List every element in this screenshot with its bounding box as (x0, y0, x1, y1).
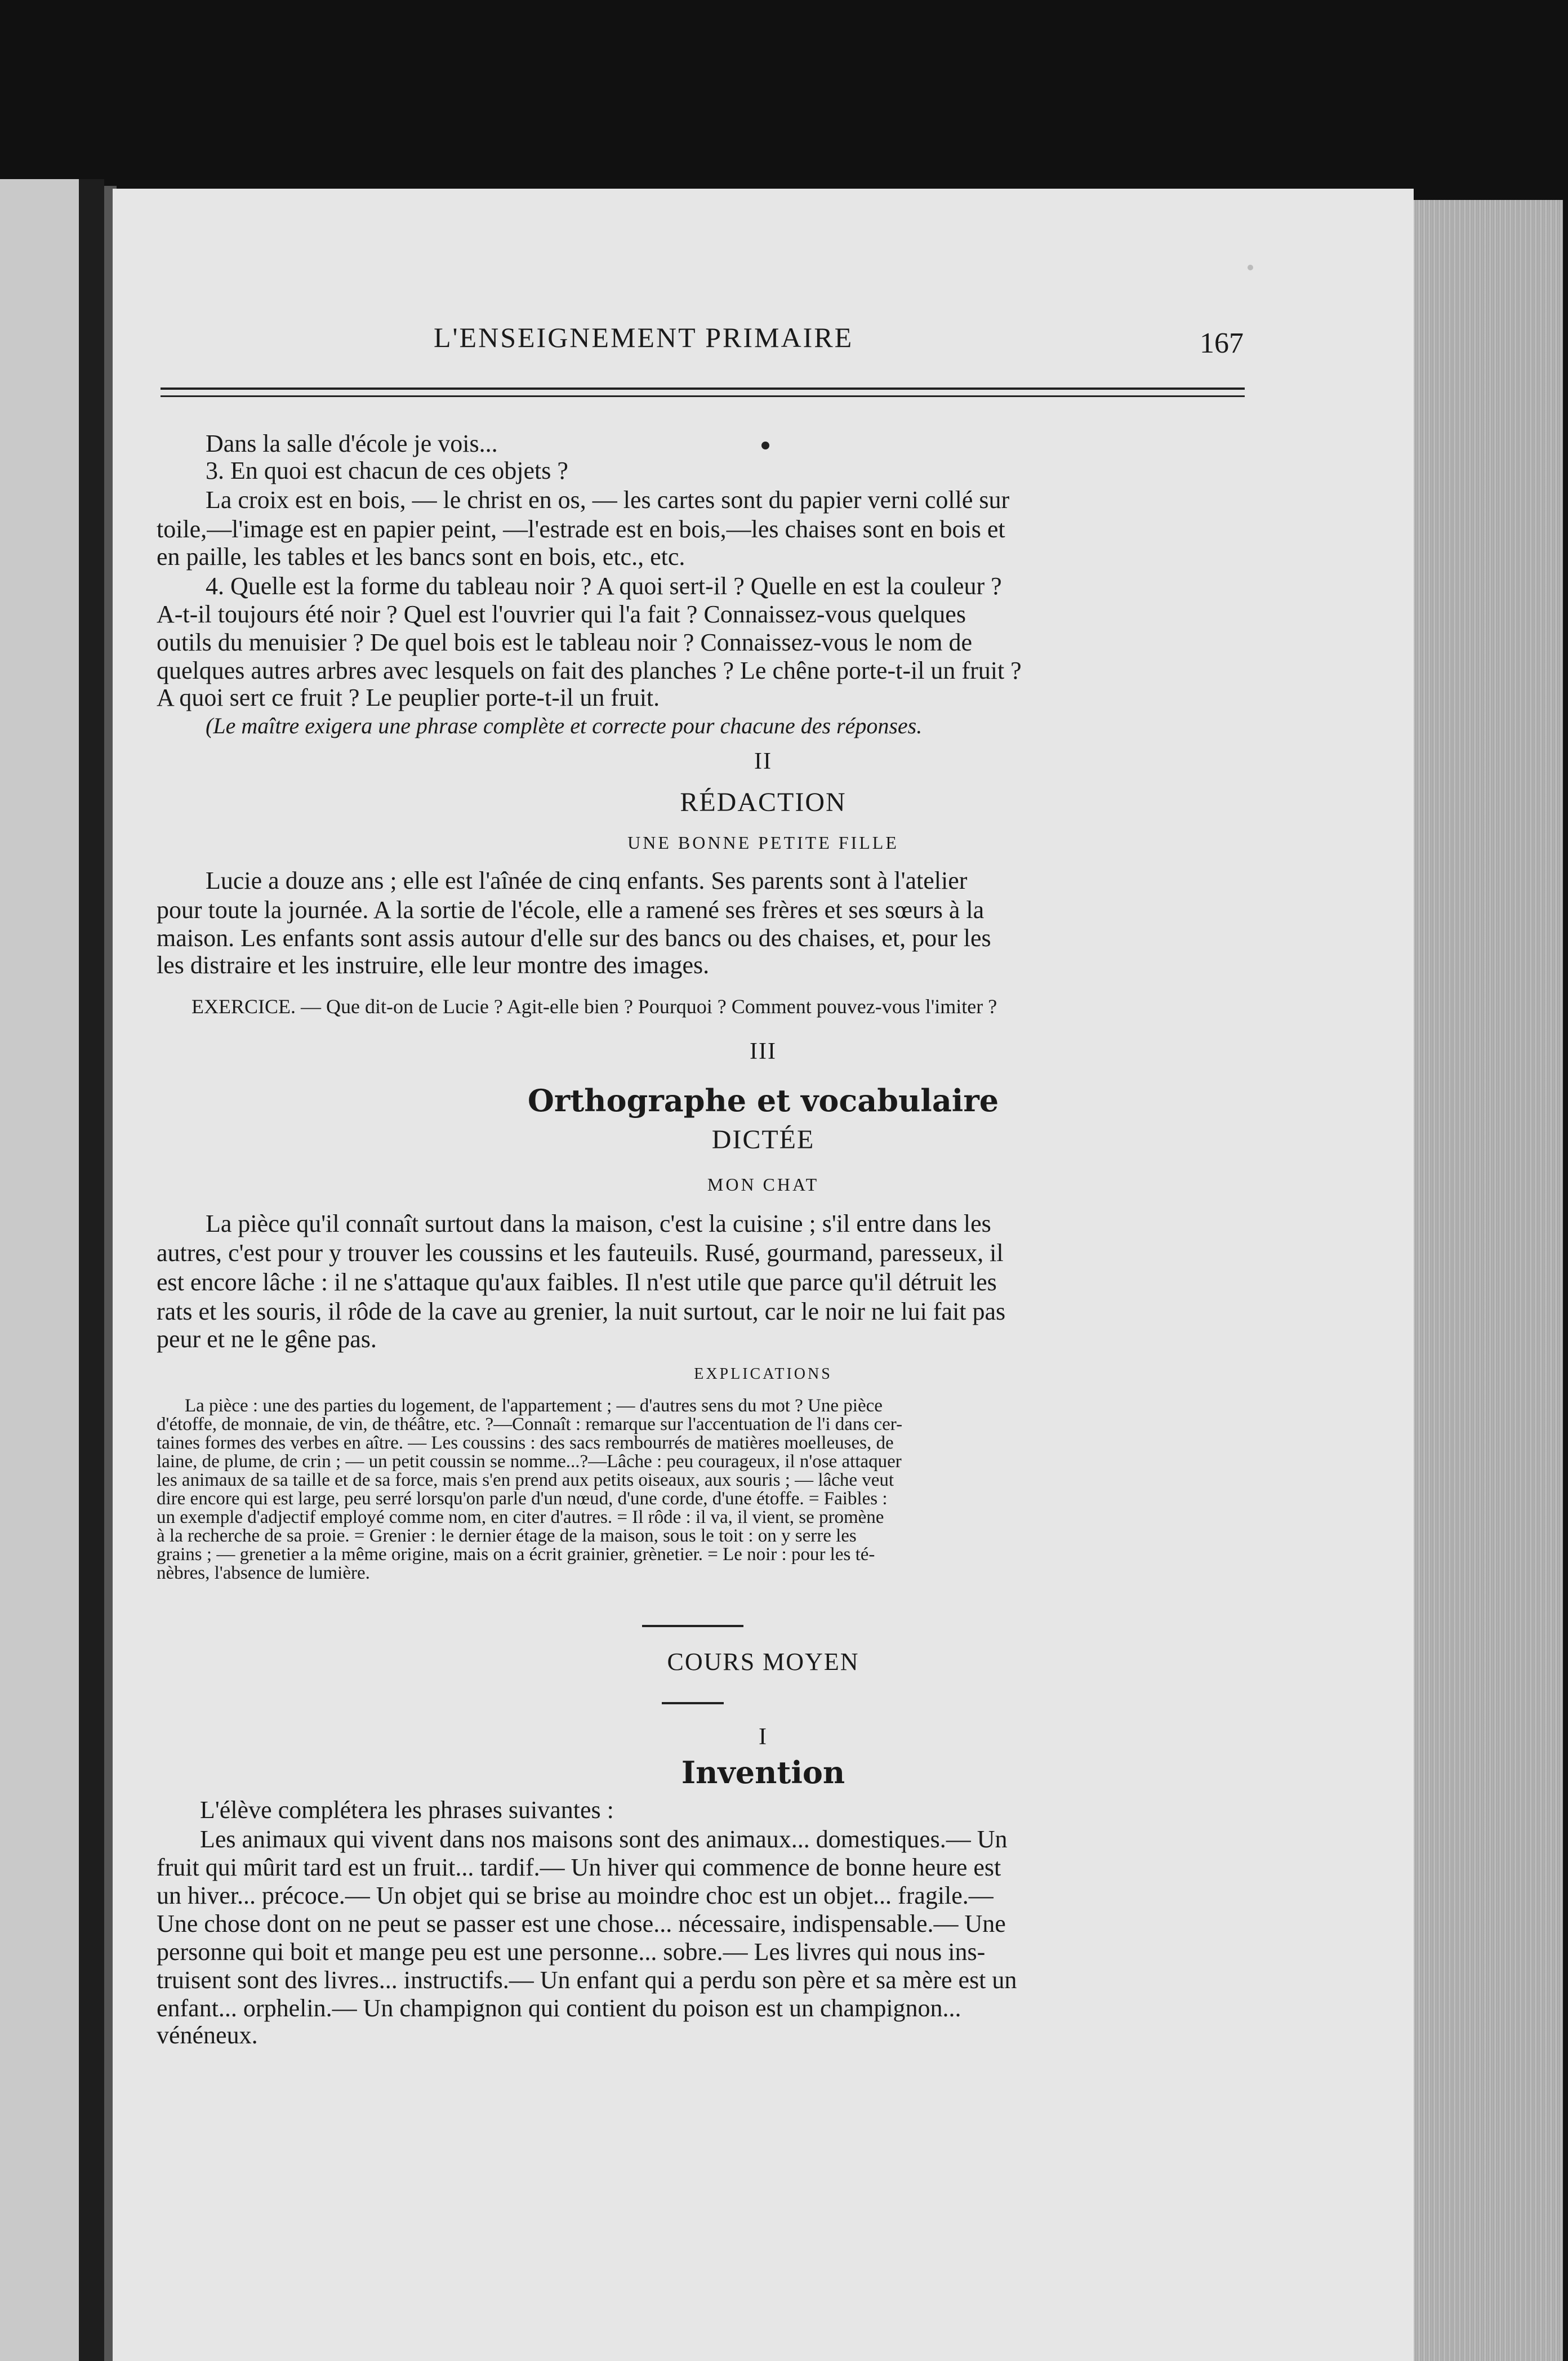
text-line: personne qui boit et mange peu est une personne... sobre.— Les livres qui nous ins- (157, 1938, 986, 1966)
bullet-mark (761, 442, 769, 449)
speck (1248, 265, 1253, 270)
explication-line: d'étoffe, de monnaie, de vin, de théâtre, etc. ?—Connaît : remarque sur l'accentuation de l'i dans cer- (157, 1414, 903, 1435)
explication-line: à la recherche de sa proie. = Grenier : le dernier étage de la maison, sous le toit : on y serre les (157, 1526, 857, 1546)
text-line: un hiver... précoce.— Un objet qui se brise au moindre choc est un objet... fragile.— (157, 1882, 994, 1909)
book-gutter (79, 179, 104, 2361)
page-number: 167 (1200, 327, 1244, 359)
section-numeral: II (754, 749, 772, 774)
text-line: fruit qui mûrit tard est un fruit... tardif.— Un hiver qui commence de bonne heure est (157, 1854, 1001, 1881)
exercise-line: EXERCICE. — Que dit-on de Lucie ? Agit-elle bien ? Pourquoi ? Comment pouvez-vous l'imiter ? (191, 995, 997, 1018)
explication-line: La pièce : une des parties du logement, de l'appartement ; — d'autres sens du mot ? Une pièce (185, 1396, 883, 1416)
page-stack (1411, 200, 1563, 2361)
text-line: Dans la salle d'école je vois... (206, 430, 498, 457)
text-line: A quoi sert ce fruit ? Le peuplier porte-t-il un fruit. (157, 684, 660, 711)
explication-line: grains ; — grenetier a la même origine, mais on a écrit grainier, grènetier. = Le noir : pour les té- (157, 1544, 875, 1565)
text-line: en paille, les tables et les bancs sont en bois, etc., etc. (157, 543, 685, 571)
text-line: truisent sont des livres... instructifs.— Un enfant qui a perdu son père et sa mère est un (157, 1966, 1017, 1994)
text-line: rats et les souris, il rôde de la cave au grenier, la nuit surtout, car le noir ne lui fait pas (157, 1298, 1006, 1325)
text-line: 4. Quelle est la forme du tableau noir ? A quoi sert-il ? Quelle en est la couleur ? (206, 572, 1002, 600)
text-line: Lucie a douze ans ; elle est l'aînée de cinq enfants. Ses parents sont à l'atelier (206, 867, 968, 894)
text-line: est encore lâche : il ne s'attaque qu'aux faibles. Il n'est utile que parce qu'il détruit les (157, 1268, 997, 1296)
header-rule-bottom (161, 395, 1245, 397)
explication-line: laine, de plume, de crin ; — un petit coussin se nomme...?—Lâche : peu courageux, il n'ose attaquer (157, 1451, 902, 1472)
section-title: Invention (681, 1754, 845, 1790)
course-title: COURS MOYEN (667, 1648, 859, 1676)
text-line: pour toute la journée. A la sortie de l'école, elle a ramené ses frères et ses sœurs à la (157, 896, 985, 924)
text-line: toile,—l'image est en papier peint, —l'estrade est en bois,—les chaises sont en bois et (157, 515, 1005, 543)
text-line: peur et ne le gêne pas. (157, 1325, 377, 1353)
text-line: A-t-il toujours été noir ? Quel est l'ouvrier qui l'a fait ? Connaissez-vous quelques (157, 600, 966, 628)
section-subsubtitle: MON CHAT (707, 1174, 819, 1195)
text-line: quelques autres arbres avec lesquels on fait des planches ? Le chêne porte-t-il un fruit ? (157, 657, 1022, 684)
text-line: maison. Les enfants sont assis autour d'elle sur des bancs ou des chaises, et, pour les (157, 924, 991, 952)
section-rule (642, 1625, 743, 1627)
running-header: L'ENSEIGNEMENT PRIMAIRE (434, 322, 854, 353)
text-line: La pièce qu'il connaît surtout dans la maison, c'est la cuisine ; s'il entre dans les (206, 1210, 991, 1237)
text-line: vénéneux. (157, 2021, 258, 2049)
text-line: Une chose dont on ne peut se passer est une chose... nécessaire, indispensable.— Une (157, 1910, 1006, 1937)
text-line: Les animaux qui vivent dans nos maisons sont des animaux... domestiques.— Un (200, 1825, 1008, 1853)
explication-line: un exemple d'adjectif employé comme nom, en citer d'autres. = Il rôde : il va, il vient, se promène (157, 1507, 884, 1527)
text-line: autres, c'est pour y trouver les coussins et les fauteuils. Rusé, gourmand, paresseux, il (157, 1239, 1004, 1267)
explication-line: nèbres, l'absence de lumière. (157, 1563, 370, 1583)
header-rule-top (161, 387, 1245, 390)
teacher-note: (Le maître exigera une phrase complète et correcte pour chacune des réponses. (206, 713, 923, 738)
section-subtitle: UNE BONNE PETITE FILLE (627, 832, 899, 853)
explications-title: EXPLICATIONS (694, 1365, 832, 1383)
left-page-edge (0, 179, 84, 2361)
text-line: La croix est en bois, — le christ en os, — les cartes sont du papier verni collé sur (206, 486, 1010, 514)
text-line: enfant... orphelin.— Un champignon qui contient du poison est un champignon... (157, 1994, 961, 2022)
explication-line: taines formes des verbes en aître. — Les coussins : des sacs rembourrés de matières moelleuses, de (157, 1433, 894, 1453)
section-numeral: III (750, 1039, 777, 1064)
section-subtitle: DICTÉE (711, 1125, 815, 1155)
section-rule (662, 1702, 724, 1704)
text-line: outils du menuisier ? De quel bois est le tableau noir ? Connaissez-vous le nom de (157, 629, 973, 656)
text-line: les distraire et les instruire, elle leur montre des images. (157, 951, 710, 979)
text-line: 3. En quoi est chacun de ces objets ? (206, 457, 568, 484)
explication-line: dire encore qui est large, peu serré lorsqu'on parle d'un nœud, d'une corde, d'une étoffe. = Faibles : (157, 1489, 888, 1509)
explication-line: les animaux de sa taille et de sa force, mais s'en prend aux petits oiseaux, aux souris ; — lâche veut (157, 1470, 894, 1490)
text-line: L'élève complétera les phrases suivantes : (200, 1796, 614, 1824)
section-title: Orthographe et vocabulaire (527, 1083, 999, 1119)
section-title: RÉDACTION (680, 787, 847, 817)
section-numeral: I (759, 1724, 768, 1750)
